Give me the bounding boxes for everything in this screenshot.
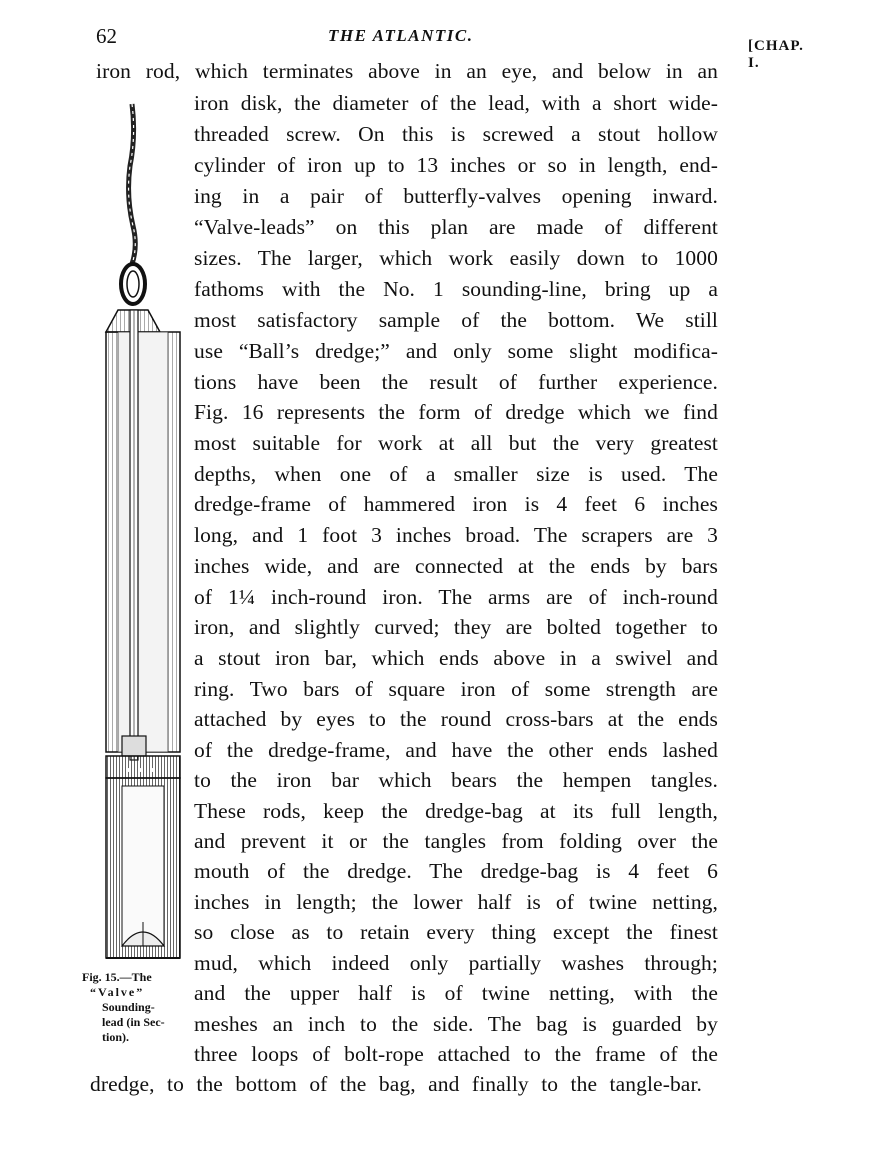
text-line: ing in a pair of butterfly-valves opening inward. [194, 184, 718, 208]
text-line: so close as to retain every thing except the finest [194, 920, 718, 944]
text-line: tions have been the result of further experience. [194, 370, 718, 394]
text-line: ring. Two bars of square iron of some strength are [194, 677, 718, 701]
text-line: use “Ball’s dredge;” and only some slight modifica- [194, 339, 718, 363]
text-line: of the dredge-frame, and have the other ends lashed [194, 738, 718, 762]
text-line: and prevent it or the tangles from folding over the [194, 829, 718, 853]
text-line: iron disk, the diameter of the lead, with a short wide- [194, 91, 718, 115]
text-line: depths, when one of a smaller size is used. The [194, 462, 718, 486]
text-line: inches wide, and are connected at the ends by bars [194, 554, 718, 578]
running-title: THE ATLANTIC. [328, 26, 474, 45]
text-line: long, and 1 foot 3 inches broad. The scrapers are 3 [194, 523, 718, 547]
text-line: threaded screw. On this is screwed a stout hollow [194, 122, 718, 146]
caption-line: lead (in Sec- [102, 1015, 165, 1029]
text-line: dredge, to the bottom of the bag, and finally to the tangle-bar. [90, 1072, 702, 1096]
text-line: to the iron bar which bears the hempen tangles. [194, 768, 718, 792]
caption-line: “Valve” [90, 985, 145, 999]
text-line: mouth of the dredge. The dredge-bag is 4 feet 6 [194, 859, 718, 883]
text-line: fathoms with the No. 1 sounding-line, bring up a [194, 277, 718, 301]
rope [129, 104, 136, 264]
text-line: Fig. 16 represents the form of dredge which we find [194, 400, 718, 424]
text-line: inches in length; the lower half is of twine netting, [194, 890, 718, 914]
text-line: mud, which indeed only partially washes through; [194, 951, 718, 975]
text-line: attached by eyes to the round cross-bars at the ends [194, 707, 718, 731]
text-line: meshes an inch to the side. The bag is guarded by [194, 1012, 718, 1036]
text-line: dredge-frame of hammered iron is 4 feet 6 inches [194, 492, 718, 516]
eye-ring [121, 264, 145, 304]
caption-line: Fig. 15.—The [82, 970, 152, 984]
text-line: three loops of bolt-rope attached to the frame of the [194, 1042, 718, 1066]
text-line: iron, and slightly curved; they are bolted together to [194, 615, 718, 639]
caption-line: Sounding- [102, 1000, 155, 1014]
sounding-lead-illustration [92, 96, 182, 966]
sounding-lead-engraving [92, 96, 182, 966]
caption-line: tion). [102, 1030, 129, 1044]
text-line: a stout iron bar, which ends above in a swivel and [194, 646, 718, 670]
text-line: most satisfactory sample of the bottom. We still [194, 308, 718, 332]
text-line: “Valve-leads” on this plan are made of different [194, 215, 718, 239]
text-line: and the upper half is of twine netting, with the [194, 981, 718, 1005]
figure-caption [82, 970, 192, 1045]
chapter-reference: [CHAP. I. [748, 38, 804, 71]
page-number: 62 [96, 24, 117, 48]
text-line: These rods, keep the dredge-bag at its full length, [194, 799, 718, 823]
text-line: most suitable for work at all but the very greatest [194, 431, 718, 455]
text-line: of 1¼ inch-round iron. The arms are of inch-round [194, 585, 718, 609]
text-line: cylinder of iron up to 13 inches or so in length, end- [194, 153, 718, 177]
text-line: iron rod, which terminates above in an eye, and below in an [96, 59, 718, 83]
text-line: sizes. The larger, which work easily down to 1000 [194, 246, 718, 270]
